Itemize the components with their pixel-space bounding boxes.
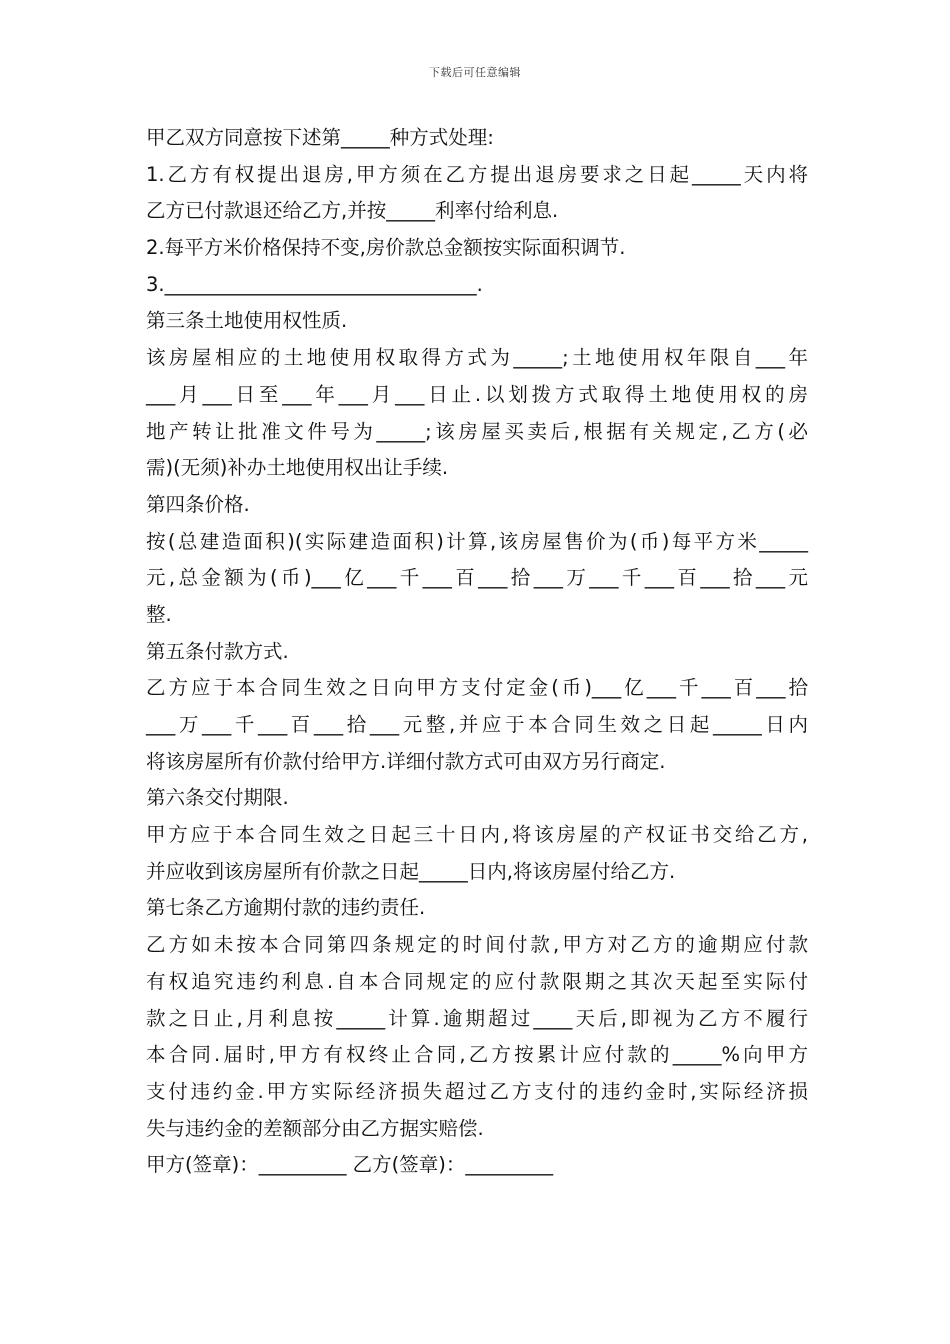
document-line: 甲乙双方同意按下述第_____种方式处理: (146, 126, 494, 149)
document-line: ___月___日至___年___月___日止.以划拨方式取得土地使用权的房 (146, 382, 808, 406)
document-line: 元,总金额为(币)___亿___千___百___拾___万___千___百___拾___元 (146, 566, 808, 590)
document-line: 需)(无须)补办土地使用权出让手续. (146, 456, 449, 480)
document-line: 3.________________________________. (146, 272, 483, 296)
document-line: 乙方如未按本合同第四条规定的时间付款,甲方对乙方的逾期应付款 (146, 933, 808, 957)
document-line: 甲方应于本合同生效之日起三十日内,将该房屋的产权证书交给乙方, (146, 823, 808, 847)
document-line: 失与违约金的差额部分由乙方据实赔偿. (146, 1116, 484, 1140)
document-line: 2.每平方米价格保持不变,房价款总金额按实际面积调节. (146, 236, 626, 260)
document-line: 该房屋相应的土地使用权取得方式为_____;土地使用权年限自___年 (146, 346, 808, 370)
document-line: 款之日止,月利息按_____计算.逾期超过____天后,即视为乙方不履行 (146, 1006, 808, 1030)
document-line: 按(总建造面积)(实际建造面积)计算,该房屋售价为(币)每平方米_____ (146, 529, 808, 553)
document-line: ___万___千___百___拾___元整,并应于本合同生效之日起_____日内 (146, 713, 808, 736)
document-line: 将该房屋所有价款付给甲方.详细付款方式可由双方另行商定. (146, 749, 666, 773)
document-line: 第七条乙方逾期付款的违约责任. (146, 896, 426, 920)
document-line: 整. (146, 602, 172, 626)
document-line: 地产转让批准文件号为_____;该房屋买卖后,根据有关规定,乙方(必 (146, 419, 808, 443)
document-line: 本合同.届时,甲方有权终止合同,乙方按累计应付款的_____%向甲方 (146, 1043, 808, 1067)
document-line: 有权追究违约利息.自本合同规定的应付款限期之其次天起至实际付 (146, 969, 808, 993)
page-header: 下载后可任意编辑 (429, 66, 521, 79)
party-b-signature: 乙方(签章)：_________ (352, 1153, 554, 1177)
document-line: 1.乙方有权提出退房,甲方须在乙方提出退房要求之日起_____天内将 (146, 162, 808, 186)
document-line: 第六条交付期限. (146, 786, 289, 810)
document-line: 第五条付款方式. (146, 639, 289, 663)
signature-line (146, 1147, 808, 1184)
document-line: 乙方已付款退还给乙方,并按_____利率付给利息. (146, 199, 559, 223)
document-body (146, 120, 808, 1184)
document-line: 乙方应于本合同生效之日向甲方支付定金(币)___亿___千___百___拾 (146, 676, 808, 700)
document-line: 支付违约金.甲方实际经济损失超过乙方支付的违约金时,实际经济损 (146, 1079, 808, 1103)
party-a-signature: 甲方(签章)：_________ (146, 1153, 347, 1177)
document-line: 第四条价格. (146, 492, 250, 516)
document-line: 并应收到该房屋所有价款之日起_____日内,将该房屋付给乙方. (146, 859, 676, 883)
document-line: 第三条土地使用权性质. (146, 309, 348, 333)
